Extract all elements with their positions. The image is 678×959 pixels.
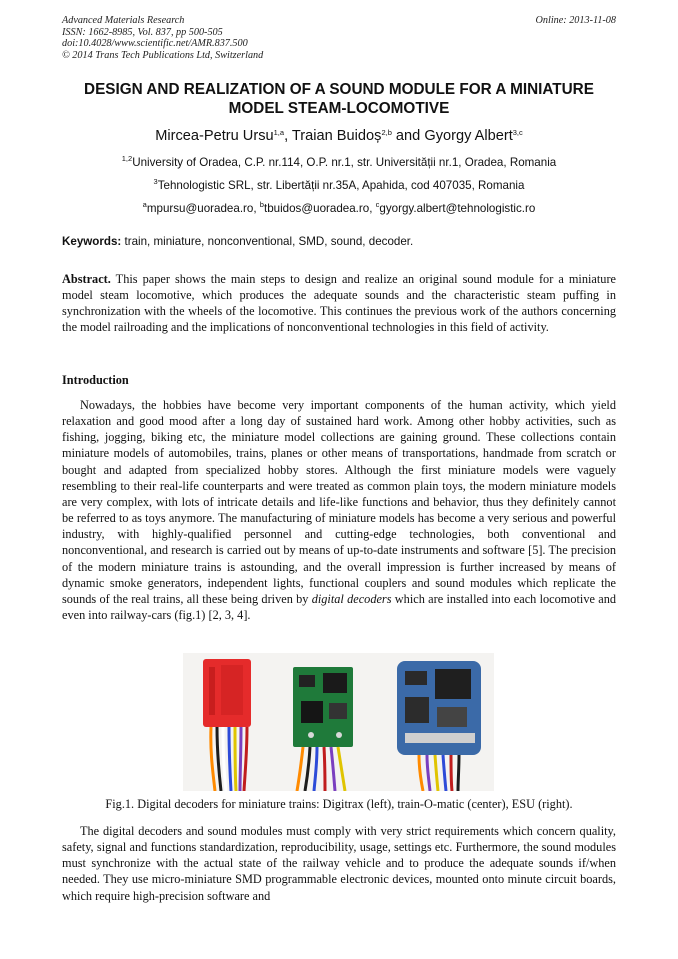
doi-line: doi:10.4028/www.scientific.net/AMR.837.500: [62, 38, 248, 50]
paper-title: [62, 80, 616, 118]
decoders-photo: [183, 653, 494, 791]
affiliation-2: $^3$Tehnologistic SRL, str. Libertății nr.35A, Apahida, cod 407035, Romania: [153, 177, 525, 192]
title-line-2: MODEL STEAM-LOCOMOTIVE: [228, 100, 450, 117]
journal-name: Advanced Materials Research: [62, 15, 185, 26]
issn-line: ISSN: 1662-8985, Vol. 837, pp 500-505: [62, 26, 223, 38]
author-separator: ,: [284, 128, 292, 144]
author-list: [62, 128, 616, 144]
author-separator: and: [391, 128, 425, 144]
author-2-affiliation: 2,b: [381, 128, 392, 137]
keywords-text: train, miniature, nonconventional, SMD, sound, decoder.: [121, 235, 414, 248]
abstract-text: This paper shows the main steps to design and realize an original sound module for a miniature model steam locomotive, which produces the adequate sounds and the characteristic steam puffing in synchronization with the wheels of the locomotive. This continues the previous work of the authors concerning the model railroading and the implications of nonconventional technologies in this field of activity.: [62, 272, 616, 335]
body-paragraph-2: The digital decoders and sound modules must comply with very strict requirements which concern quality, safety, signal and functions standardization, reproducibility, usage, settings etc. Furthermore, the sound modules must synchronize with the actual state of the railway vehicle and to produce the adequate sounds if/when needed. They use micro-miniature SMD programmable electronic devices, mounted onto minute circuit boards, which require high-precision software and: [62, 824, 616, 903]
abstract: [62, 271, 616, 336]
author-2: Traian Buidoș: [291, 128, 382, 144]
title-line-1: DESIGN AND REALIZATION OF A SOUND MODULE FOR A MINIATURE: [84, 81, 594, 98]
author-3-affiliation: 3,c: [512, 128, 523, 137]
email-link[interactable]: gyorgy.albert@tehnologistic.ro: [379, 202, 536, 215]
abstract-label: Abstract.: [62, 272, 111, 286]
author-3: Gyorgy Albert: [424, 128, 513, 144]
copyright-line: © 2014 Trans Tech Publications Ltd, Switzerland: [62, 49, 264, 61]
section-heading-introduction: Introduction: [62, 373, 129, 387]
journal-header: [62, 15, 616, 61]
keywords: [62, 235, 616, 248]
emphasis-digital-decoders: digital decoders: [311, 591, 392, 606]
keywords-label: Keywords:: [62, 235, 122, 248]
author-1-affiliation: 1,a: [273, 128, 285, 137]
email-link[interactable]: mpursu@uoradea.ro,: [146, 202, 260, 215]
introduction-paragraph: Nowadays, the hobbies have become very important components of the human activity, which yield relaxation and good mood after a long day of sustained hard work. Among other hobby activities, such as fishing, jogging, biking etc, the miniature model collections are gaining ground. These collections contain miniature models of automobiles, trains, planes or other means of transportations, handmade from scratch or bought and adapted from specialized hobby stores. Although the first miniature models were vaguely resembling to their real-life counterparts and were treated as common plain toys, the modern miniature models are very complex, with lots of intricate details and life-like functions and behavior, thus they definitely cannot be referred to as toys anymore. The manufacturing of miniature models has become a very serious and powerful industry, with highly-qualified personnel and cutting-edge technologies, both conventional and nonconventional, and research is carried out by means of up-to-date instruments and software [5]. The precision of the modern miniature trains is astounding, and the overall impression is further increased by means of dynamic smoke generators, independent lights, functional couplers and sound modules which replicate the sounds of the real trains, all these being driven by digital decoders which are installed into each locomotive and even into railway-cars (fig.1) [2, 3, 4].: [62, 398, 616, 623]
email-link[interactable]: tbuidos@uoradea.ro,: [263, 202, 376, 215]
online-date: Online: 2013-11-08: [535, 15, 616, 26]
author-1: Mircea-Petru Ursu: [155, 128, 274, 144]
figure-1-photo: [183, 653, 494, 791]
affiliation-1: $^{1,2}$University of Oradea, C.P. nr.114, O.P. nr.1, str. Universității nr.1, Oradea, Romania: [121, 154, 557, 169]
author-emails: $^a$mpursu@uoradea.ro, $^b$tbuidos@uoradea.ro, $^c$gyorgy.albert@tehnologistic.ro: [142, 200, 536, 215]
figure-1-caption: Fig.1. Digital decoders for miniature trains: Digitrax (left), train-O-matic (center), ESU (right).: [105, 797, 573, 811]
